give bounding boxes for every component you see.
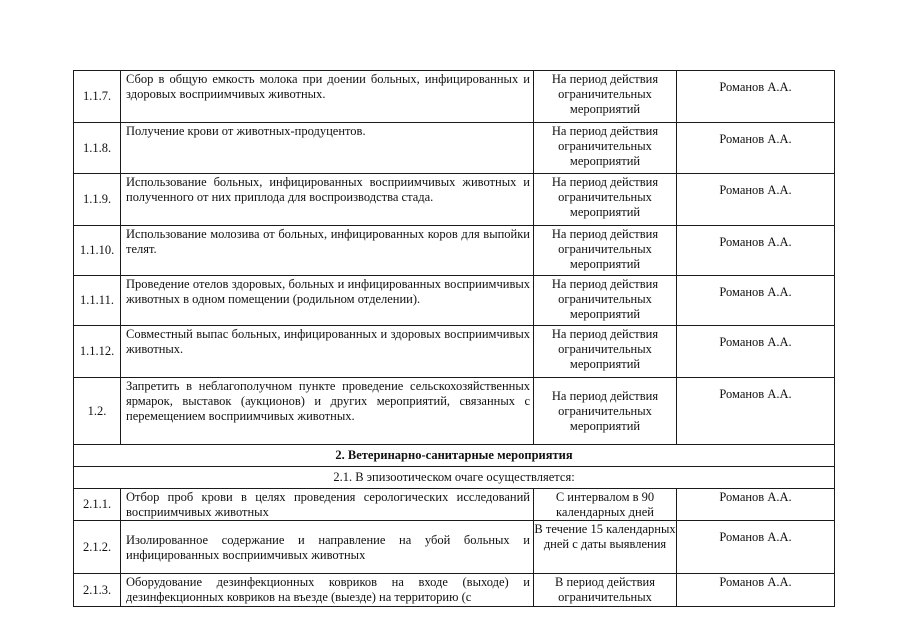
row-number: 2.1.2. [74,521,121,574]
table-row [74,123,835,174]
table-row [74,378,835,445]
table-row [74,71,835,123]
measure-text: Отбор проб крови в целях проведения серологических исследований восприимчивых животных [121,489,534,521]
section-row [74,445,835,467]
section-heading: 2. Ветеринарно-санитарные мероприятия [74,445,835,467]
row-number: 1.1.10. [74,226,121,276]
table-row [74,276,835,326]
table-row [74,174,835,226]
responsible-person: Романов А.А. [677,326,835,378]
period-text: На период действия ограничительных мероприятий [534,226,677,276]
measures-table [73,70,835,607]
measure-text: Сбор в общую емкость молока при доении больных, инфицированных и здоровых восприимчивых животных. [121,71,534,123]
period-text: На период действия ограничительных мероприятий [534,71,677,123]
measure-text: Совместный выпас больных, инфицированных и здоровых восприимчивых животных. [121,326,534,378]
period-text: На период действия ограничительных мероприятий [534,326,677,378]
period-text: На период действия ограничительных мероприятий [534,123,677,174]
period-text: С интервалом в 90 календарных дней [534,489,677,521]
table-row [74,489,835,521]
responsible-person: Романов А.А. [677,71,835,123]
row-number: 1.1.9. [74,174,121,226]
responsible-person: Романов А.А. [677,226,835,276]
subsection-heading: 2.1. В эпизоотическом очаге осуществляется: [74,467,835,489]
measure-text: Запретить в неблагополучном пункте проведение сельскохозяйственных ярмарок, выставок (аукционов) и других мероприятий, связанных с перемещением восприимчивых животных. [121,378,534,445]
period-text: В период действия ограничительных [534,574,677,607]
period-text: На период действия ограничительных мероприятий [534,174,677,226]
table-row [74,521,835,574]
table-row [74,574,835,607]
row-number: 2.1.1. [74,489,121,521]
subsection-row [74,467,835,489]
responsible-person: Романов А.А. [677,276,835,326]
responsible-person: Романов А.А. [677,174,835,226]
measure-text: Получение крови от животных-продуцентов. [121,123,534,174]
measure-text: Оборудование дезинфекционных ковриков на входе (выходе) и дезинфекционных ковриков на въезде (выезде) на территорию (с [121,574,534,607]
responsible-person: Романов А.А. [677,489,835,521]
row-number: 2.1.3. [74,574,121,607]
period-text: На период действия ограничительных мероприятий [534,378,677,445]
row-number: 1.1.7. [74,71,121,123]
row-number: 1.1.12. [74,326,121,378]
period-text: В течение 15 календарных дней с даты выявления [534,521,677,574]
table-row [74,226,835,276]
row-number: 1.1.11. [74,276,121,326]
measure-text: Использование больных, инфицированных восприимчивых животных и полученного от них приплода для воспроизводства стада. [121,174,534,226]
responsible-person: Романов А.А. [677,521,835,574]
measure-text: Изолированное содержание и направление на убой больных и инфицированных восприимчивых животных [121,521,534,574]
responsible-person: Романов А.А. [677,574,835,607]
period-text: На период действия ограничительных мероприятий [534,276,677,326]
measure-text: Использование молозива от больных, инфицированных коров для выпойки телят. [121,226,534,276]
row-number: 1.1.8. [74,123,121,174]
responsible-person: Романов А.А. [677,123,835,174]
table-row [74,326,835,378]
responsible-person: Романов А.А. [677,378,835,445]
row-number: 1.2. [74,378,121,445]
measure-text: Проведение отелов здоровых, больных и инфицированных восприимчивых животных в одном помещении (родильном отделении). [121,276,534,326]
